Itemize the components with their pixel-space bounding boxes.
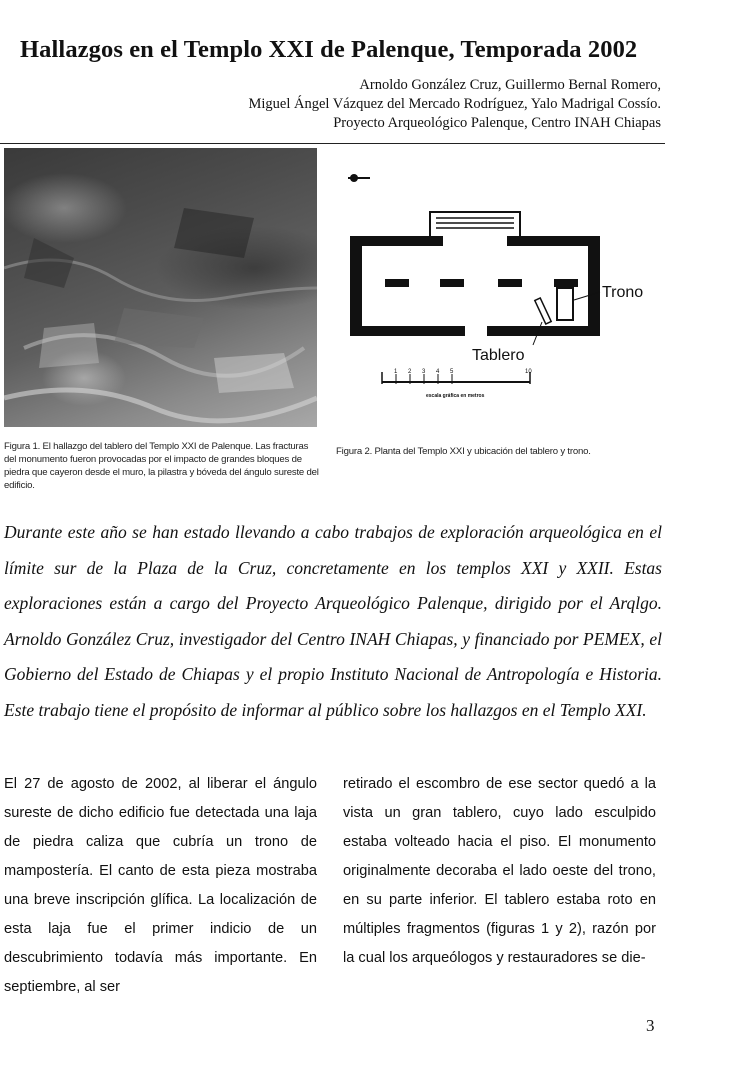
label-panel: Tablero (472, 347, 525, 364)
scale-number: 5 (450, 369, 454, 375)
header-divider (0, 143, 665, 144)
plan-pier (440, 279, 464, 287)
scale-number: 2 (408, 369, 412, 375)
scale-caption: escala gráfica en metros (426, 393, 485, 399)
body-column-2 (343, 770, 656, 973)
plan-pier (554, 279, 578, 287)
author-block (249, 76, 662, 133)
scale-number: 4 (436, 369, 440, 375)
intro-text: Durante este año se han estado llevando a cabo trabajos de exploración arqueológica en el límite sur de la Plaza de la Cruz, concretamente en los templos XXI y XXII. Estas exploraciones están a cargo del Proyecto Arqueológico Palenque, dirigido por el Arqlgo. Arnoldo González Cruz, investigador del Centro INAH Chiapas, y financiado por PEMEX, el Gobierno del Estado de Chiapas y el propio Instituto Nacional de Antropología e Historia. Este trabajo tiene el propósito de informar al público sobre los hallazgos en el Templo XXI. (4, 522, 662, 720)
plan-throne (557, 288, 573, 320)
photo-texture (4, 148, 317, 427)
page-number: 3 (646, 1016, 655, 1035)
intro-paragraph (4, 515, 662, 728)
author-line-1: Arnoldo González Cruz, Guillermo Bernal Romero, (359, 77, 661, 93)
scale-number: 1 (394, 369, 398, 375)
plan-panel (535, 298, 551, 324)
author-line-3: Proyecto Arqueológico Palenque, Centro INAH Chiapas (333, 115, 661, 131)
body-text-column-1: El 27 de agosto de 2002, al liberar el ángulo sureste de dicho edificio fue detectada una laja de piedra caliza que cubría un trono de mampostería. El canto de esta pieza mostraba una breve inscripción glífica. La localización de esta laja fue el primer indicio de un descubrimiento todavía más importante. En septiembre, al ser (4, 776, 317, 995)
north-arrow-icon (348, 174, 370, 182)
figure-1-caption: Figura 1. El hallazgo del tablero del Templo XXI de Palenque. Las fracturas del monumento fueron provocadas por el impacto de grandes bloques de piedra que cayeron desde el muro, la pilastra y bóveda del ángulo sureste del edificio. (4, 441, 319, 491)
scale-bar (382, 369, 532, 399)
body-column-1 (4, 770, 317, 1002)
scale-number: 10 (525, 369, 532, 375)
figure-2-plan (330, 160, 730, 410)
scale-number: 3 (422, 369, 426, 375)
label-throne: Trono (602, 284, 644, 301)
body-text-column-2: retirado el escombro de ese sector quedó a la vista un gran tablero, cuyo lado esculpido estaba volteado hacia el piso. El monumento originalmente decoraba el lado oeste del trono, en su parte inferior. El tablero estaba roto en múltiples fragmentos (figuras 1 y 2), razón por la cual los arqueólogos y restauradores se die- (343, 776, 656, 966)
plan-pier (385, 279, 409, 287)
figure-2-caption: Figura 2. Planta del Templo XXI y ubicación del tablero y trono. (336, 446, 591, 457)
author-line-2: Miguel Ángel Vázquez del Mercado Rodríguez, Yalo Madrigal Cossío. (248, 96, 661, 112)
article-title: Hallazgos en el Templo XXI de Palenque, Temporada 2002 (20, 36, 638, 63)
figure-1-photo (4, 148, 317, 427)
plan-pier (498, 279, 522, 287)
